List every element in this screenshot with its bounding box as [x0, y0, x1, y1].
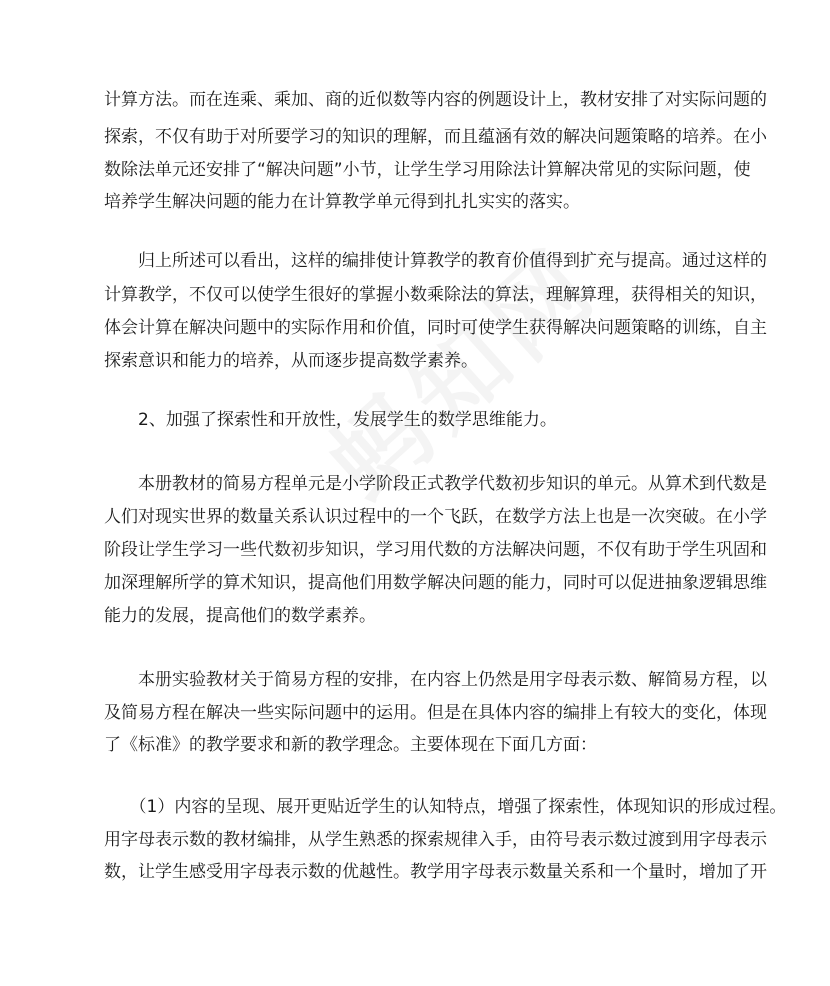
text-line: 人们对现实世界的数量关系认识过程中的一个飞跃，在数学方法上也是一次突破。在小学	[104, 507, 767, 527]
text-line: 加深理解所学的算术知识，提高他们用数学解决问题的能力，同时可以促进抽象逻辑思维	[104, 573, 767, 593]
text-line: 了《标准》的教学要求和新的教学理念。主要体现在下面几方面：	[104, 735, 597, 755]
text-line: 数，让学生感受用字母表示数的优越性。教学用字母表示数量关系和一个量时，增加了开	[104, 862, 767, 882]
text-line: 体会计算在解决问题中的实际作用和价值，同时可使学生获得解决问题策略的训练，自主	[104, 318, 767, 338]
text-line: 本册实验教材关于简易方程的安排，在内容上仍然是用字母表示数、解简易方程，以	[104, 670, 767, 690]
text-line: 探索意识和能力的培养，从而逐步提高数学素养。	[104, 351, 478, 371]
text-line: 计算教学，不仅可以使学生很好的掌握小数乘除法的算法，理解算理，获得相关的知识，	[104, 285, 767, 305]
text-line: 探索，不仅有助于对所要学习的知识的理解，而且蕴涵有效的解决问题策略的培养。在小	[104, 127, 767, 147]
text-line: 本册教材的简易方程单元是小学阶段正式教学代数初步知识的单元。从算术到代数是	[104, 474, 767, 494]
text-line: 用字母表示数的教材编排，从学生熟悉的探索规律入手，由符号表示数过渡到用字母表示	[104, 830, 767, 850]
text-line: 能力的发展，提高他们的数学素养。	[104, 606, 376, 626]
text-line: 及简易方程在解决一些实际问题中的运用。但是在具体内容的编排上有较大的变化，体现	[104, 703, 767, 723]
text-line: 培养学生解决问题的能力在计算教学单元得到扎扎实实的落实。	[104, 192, 580, 212]
text-line: 阶段让学生学习一些代数初步知识，学习用代数的方法解决问题，不仅有助于学生巩固和	[104, 540, 767, 560]
text-line: 数除法单元还安排了“解决问题”小节，让学生学习用除法计算解决常见的实际问题，使	[104, 160, 751, 180]
text-line: 归上所述可以看出，这样的编排使计算教学的教育价值得到扩充与提高。通过这样的	[104, 251, 767, 271]
section-heading: 2、加强了探索性和开放性，发展学生的数学思维能力。	[104, 410, 557, 430]
text-line: （1）内容的呈现、展开更贴近学生的认知特点，增强了探索性，体现知识的形成过程。	[104, 797, 787, 817]
text-line: 计算方法。而在连乘、乘加、商的近似数等内容的例题设计上，教材安排了对实际问题的	[104, 90, 767, 110]
